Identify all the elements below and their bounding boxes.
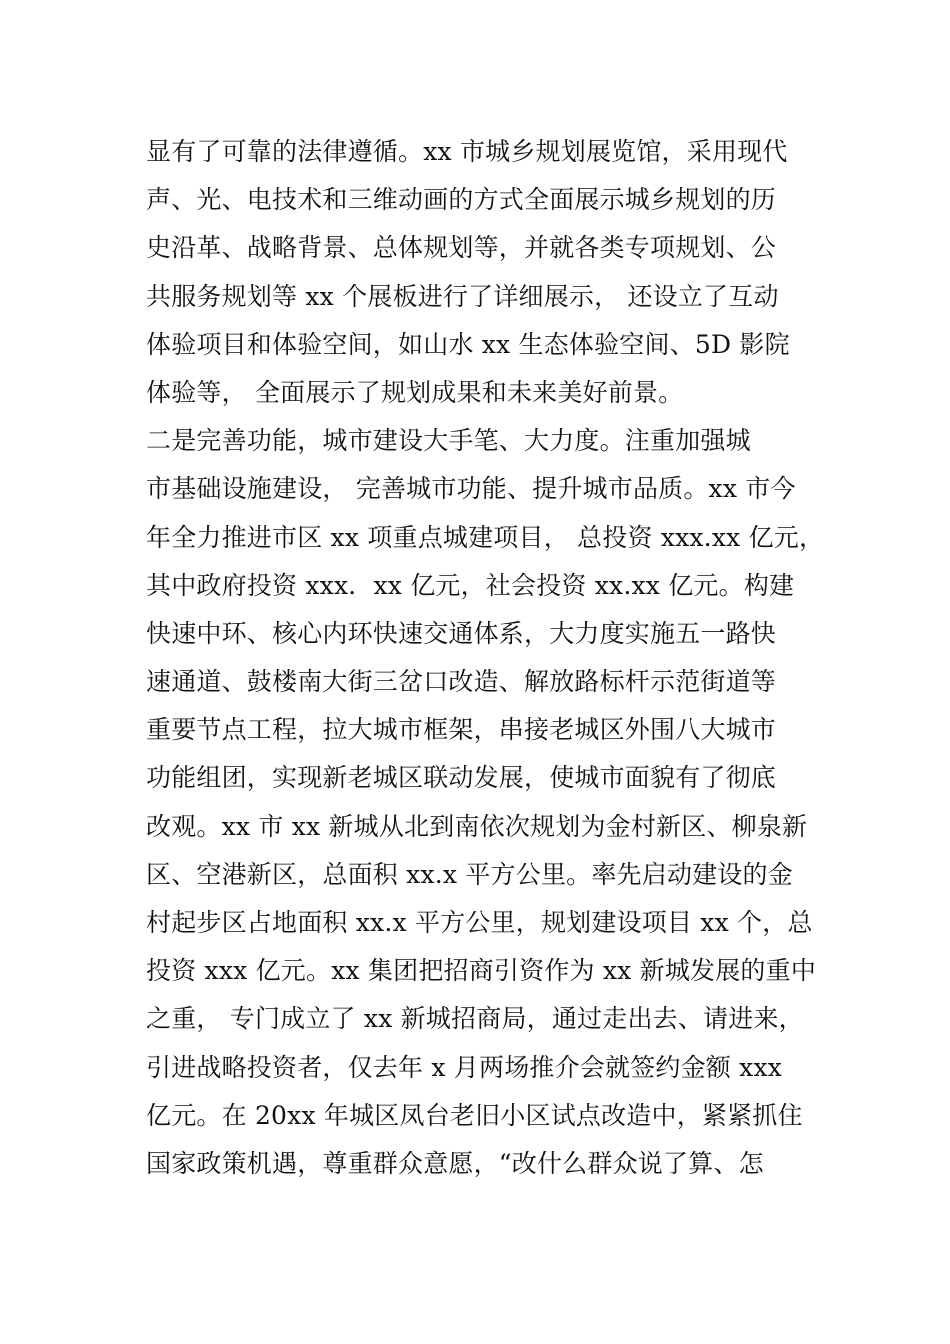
text-line: 速通道、鼓楼南大街三岔口改造、解放路标杆示范街道等 <box>146 667 777 697</box>
text-line: 体验等， 全面展示了规划成果和未来美好前景。 <box>146 377 684 407</box>
text-line: 区、空港新区，总面积 xx.x 平方公里。率先启动建设的金 <box>146 859 793 889</box>
paragraph-start-line: 二是完善功能，城市建设大手笔、大力度。注重加强城 <box>146 426 751 456</box>
text-line: 之重， 专门成立了 xx 新城招商局，通过走出去、请进来， <box>146 1004 804 1034</box>
text-line: 史沿革、战略背景、总体规划等，并就各类专项规划、公 <box>146 233 777 263</box>
text-line: 重要节点工程，拉大城市框架，串接老城区外围八大城市 <box>146 715 777 745</box>
text-line: 显有了可靠的法律遵循。xx 市城乡规划展览馆，采用现代 <box>146 137 788 166</box>
body-text <box>146 128 826 1188</box>
text-line: 国家政策机遇，尊重群众意愿，“改什么群众说了算、怎 <box>146 1148 764 1178</box>
text-line: 快速中环、核心内环快速交通体系，大力度实施五一路快 <box>146 618 777 648</box>
text-line: 亿元。在 20xx 年城区凤台老旧小区试点改造中，紧紧抓住 <box>146 1100 803 1130</box>
text-line: 年全力推进市区 xx 项重点城建项目， 总投资 xxx.xx 亿元， <box>146 522 825 552</box>
text-line: 村起步区占地面积 xx.x 平方公里，规划建设项目 xx 个，总 <box>146 908 813 937</box>
text-line: 引进战略投资者，仅去年 x 月两场推介会就签约金额 xxx <box>146 1052 783 1082</box>
text-line: 其中政府投资 xxx．xx 亿元，社会投资 xx.xx 亿元。构建 <box>146 570 795 600</box>
text-line: 市基础设施建设， 完善城市功能、提升城市品质。xx 市今 <box>146 474 796 504</box>
text-line: 声、光、电技术和三维动画的方式全面展示城乡规划的历 <box>146 185 777 215</box>
text-line: 共服务规划等 xx 个展板进行了详细展示， 还设立了互动 <box>146 281 779 311</box>
text-line: 体验项目和体验空间，如山水 xx 生态体验空间、5D 影院 <box>146 329 790 359</box>
text-line: 功能组团，实现新老城区联动发展，使城市面貌有了彻底 <box>146 763 777 793</box>
text-line: 投资 xxx 亿元。xx 集团把招商引资作为 xx 新城发展的重中 <box>146 956 817 986</box>
text-line: 改观。xx 市 xx 新城从北到南依次规划为金村新区、柳泉新 <box>146 811 808 841</box>
